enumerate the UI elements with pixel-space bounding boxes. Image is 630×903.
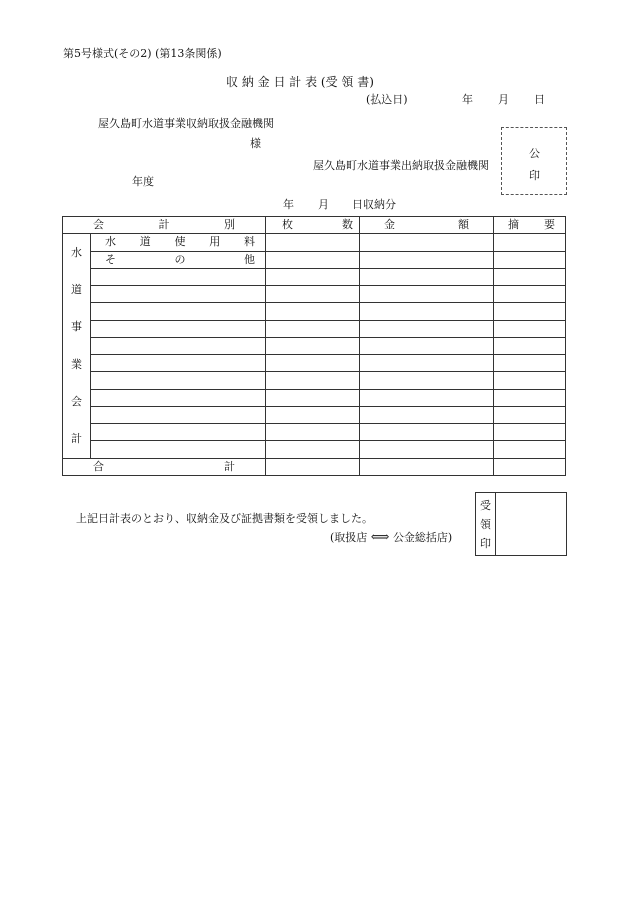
remarks-cell[interactable] — [494, 234, 566, 251]
item-other: そ の 他 — [91, 251, 266, 268]
item-cell[interactable] — [91, 406, 266, 423]
route-to: 公金総括店) — [392, 531, 453, 544]
header-count: 枚 数 — [266, 217, 360, 234]
remarks-cell[interactable] — [494, 320, 566, 337]
count-cell[interactable] — [266, 441, 360, 458]
header-account: 会 計 別 — [63, 217, 266, 234]
item-cell[interactable] — [91, 355, 266, 372]
header-remarks: 摘 要 — [494, 217, 566, 234]
remarks-cell[interactable] — [494, 251, 566, 268]
count-cell[interactable] — [266, 406, 360, 423]
seal-char: 印 — [529, 169, 540, 182]
payment-month-label: 月 — [498, 93, 509, 106]
addressee-honorific: 様 — [250, 137, 261, 150]
receipt-statement: 上記日計表のとおり、収納金及び証拠書類を受領しました。 — [76, 512, 373, 525]
receipt-seal-area[interactable] — [496, 493, 566, 555]
item-water-fee: 水 道 使 用 料 — [91, 234, 266, 251]
collection-month-label: 月 — [318, 198, 329, 211]
count-cell[interactable] — [266, 286, 360, 303]
receipt-seal-label: 受 領 印 — [476, 493, 496, 555]
item-cell[interactable] — [91, 372, 266, 389]
remarks-cell[interactable] — [494, 406, 566, 423]
table-row — [63, 389, 566, 406]
item-cell[interactable] — [91, 286, 266, 303]
amount-cell[interactable] — [360, 268, 494, 285]
amount-cell[interactable] — [360, 286, 494, 303]
payment-day-label: 日 — [534, 93, 545, 106]
amount-cell[interactable] — [360, 251, 494, 268]
table-row — [63, 337, 566, 354]
count-cell[interactable] — [266, 268, 360, 285]
amount-cell[interactable] — [360, 337, 494, 354]
table-row — [63, 234, 566, 251]
item-cell[interactable] — [91, 441, 266, 458]
item-cell[interactable] — [91, 303, 266, 320]
route-from: (取扱店 — [330, 531, 368, 544]
remarks-cell[interactable] — [494, 441, 566, 458]
count-cell[interactable] — [266, 372, 360, 389]
sender-bank: 屋久島町水道事業出納取扱金融機関 — [313, 159, 489, 172]
category-label-cell — [63, 234, 91, 458]
table-row — [63, 424, 566, 441]
amount-cell[interactable] — [360, 406, 494, 423]
amount-cell[interactable] — [360, 355, 494, 372]
table-row — [63, 303, 566, 320]
total-count-cell[interactable] — [266, 458, 360, 475]
receipt-seal-box — [475, 492, 567, 556]
table-row — [63, 355, 566, 372]
remarks-cell[interactable] — [494, 286, 566, 303]
item-cell[interactable] — [91, 424, 266, 441]
collection-day-label: 日収納分 — [352, 198, 396, 211]
receipt-route — [330, 529, 452, 545]
form-number: 第5号様式(その2) (第13条関係) — [63, 47, 222, 60]
double-arrow-icon: ⟺ — [370, 530, 390, 545]
amount-cell[interactable] — [360, 389, 494, 406]
table-row — [63, 441, 566, 458]
amount-cell[interactable] — [360, 320, 494, 337]
fiscal-year-label: 年度 — [132, 175, 154, 188]
remarks-cell[interactable] — [494, 389, 566, 406]
remarks-cell[interactable] — [494, 337, 566, 354]
count-cell[interactable] — [266, 337, 360, 354]
amount-cell[interactable] — [360, 372, 494, 389]
table-total-row — [63, 458, 566, 475]
count-cell[interactable] — [266, 251, 360, 268]
count-cell[interactable] — [266, 234, 360, 251]
total-remarks-cell[interactable] — [494, 458, 566, 475]
remarks-cell[interactable] — [494, 355, 566, 372]
table-row — [63, 268, 566, 285]
count-cell[interactable] — [266, 355, 360, 372]
table-row — [63, 320, 566, 337]
amount-cell[interactable] — [360, 303, 494, 320]
amount-cell[interactable] — [360, 424, 494, 441]
seal-char: 公 — [529, 147, 540, 160]
payment-year-label: 年 — [462, 93, 473, 106]
total-label: 合 計 — [63, 458, 266, 475]
count-cell[interactable] — [266, 303, 360, 320]
item-cell[interactable] — [91, 389, 266, 406]
collection-table — [62, 216, 566, 476]
remarks-cell[interactable] — [494, 372, 566, 389]
total-amount-cell[interactable] — [360, 458, 494, 475]
form-title: 収 納 金 日 計 表 (受 領 書) — [226, 75, 374, 89]
item-cell[interactable] — [91, 268, 266, 285]
table-row — [63, 286, 566, 303]
item-cell[interactable] — [91, 337, 266, 354]
remarks-cell[interactable] — [494, 424, 566, 441]
amount-cell[interactable] — [360, 234, 494, 251]
amount-cell[interactable] — [360, 441, 494, 458]
table-header-row — [63, 217, 566, 234]
count-cell[interactable] — [266, 320, 360, 337]
remarks-cell[interactable] — [494, 268, 566, 285]
item-cell[interactable] — [91, 320, 266, 337]
category-label: 水 道 事 業 会 計 — [71, 245, 82, 446]
official-seal-box — [501, 127, 567, 195]
table-row — [63, 372, 566, 389]
table-row — [63, 406, 566, 423]
table-row — [63, 251, 566, 268]
remarks-cell[interactable] — [494, 303, 566, 320]
header-amount: 金 額 — [360, 217, 494, 234]
addressee-bank: 屋久島町水道事業収納取扱金融機関 — [98, 117, 274, 130]
collection-year-label: 年 — [283, 198, 294, 211]
count-cell[interactable] — [266, 389, 360, 406]
count-cell[interactable] — [266, 424, 360, 441]
payment-date-label: (払込日) — [366, 93, 408, 106]
